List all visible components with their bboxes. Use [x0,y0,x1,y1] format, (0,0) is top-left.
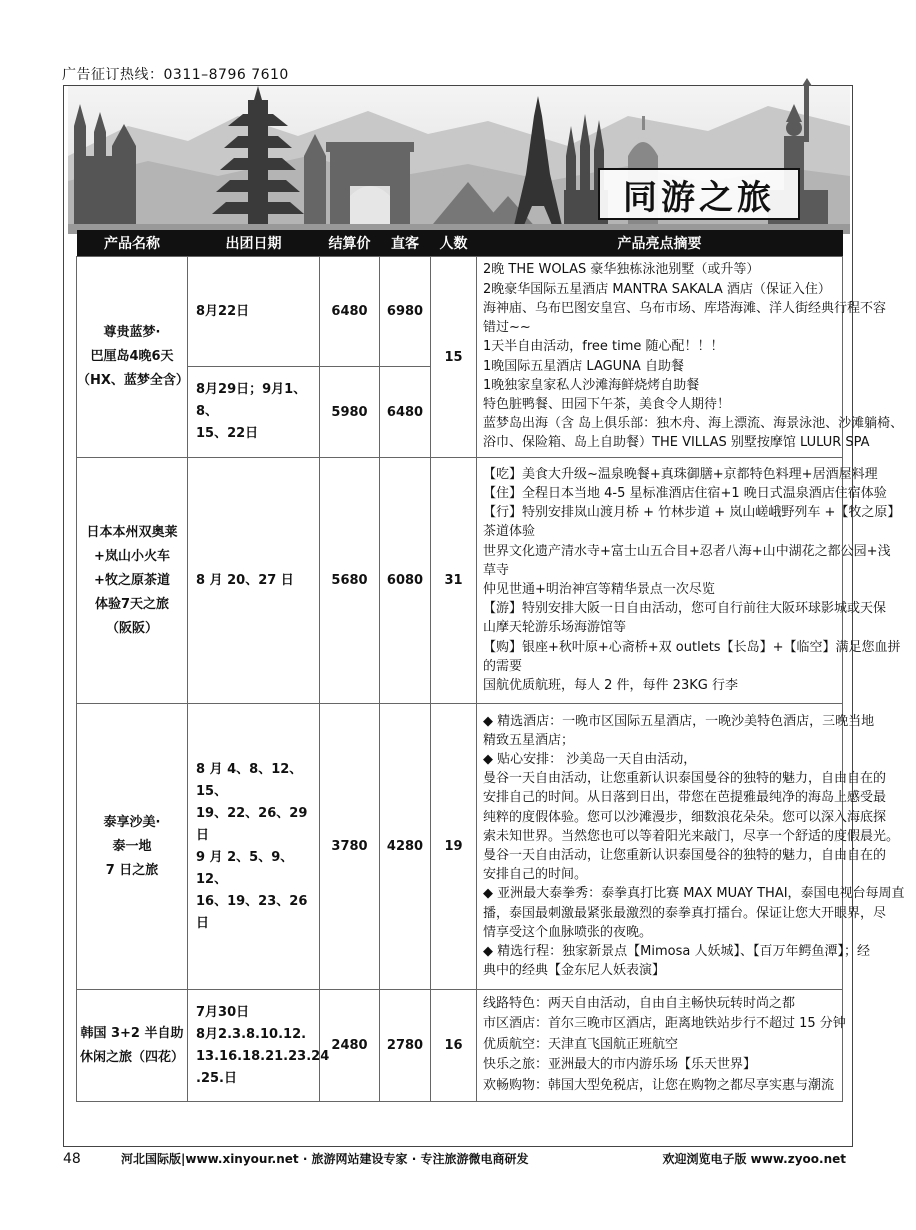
highlight-line: 仲见世通+明治神宫等精华景点一次尽览 [483,582,715,597]
highlight-line: 蓝梦岛出海（含 岛上俱乐部：独木舟、海上漂流、海景泳池、沙滩躺椅、 [483,416,904,432]
table-header-row [77,230,843,257]
departure-date [188,990,330,1102]
header-product-name: 产品名称 [77,230,188,257]
product-name-line: 泰一地 [112,838,152,854]
settle-price: 3780 [320,704,380,990]
table-row [77,704,843,990]
highlight-line: 典中的经典【金东尼人妖表演】 [483,963,666,979]
date-line: 8月22日 [196,303,250,319]
highlight-line: 【购】银座+秋叶原+心斋桥+双 outlets【长岛】+【临空】满足您血拼 [483,639,901,655]
highlight-line: 海神庙、乌布巴图安皇宫、乌布市场、库塔海滩、洋人街经典行程不容 [483,300,887,316]
date-line: 8 月 4、8、12、15、 [196,761,303,799]
highlight-line: 【行】特别安排岚山渡月桥 + 竹林步道 + 岚山嵯峨野列车 +【牧之原】 [483,505,901,521]
highlight-line: 2晚 THE WOLAS 豪华独栋泳池别墅（或升等） [483,262,760,278]
highlight-line: 特色脏鸭餐、田园下午茶，美食令人期待！ [483,396,731,412]
footer-left [63,1150,528,1167]
highlight-line: 曼谷一天自由活动，让您重新认识泰国曼谷的独特的魅力，自由自在的 [483,848,887,863]
highlight-line: 情享受这个血脉喷张的夜晚。 [483,924,653,940]
page-number: 48 [63,1151,81,1167]
table-row [77,257,843,367]
highlight-line: 欢畅购物：韩国大型免税店，让您在购物之都尽享实惠与潮流 [483,1077,835,1093]
product-name-line: +牧之原茶道 [94,572,170,588]
retail-price: 2780 [380,990,431,1102]
highlight-line: 市区酒店：首尔三晚市区酒店，距离地铁站步行不超过 15 分钟 [483,1016,846,1032]
highlight-line: 错过~~ [483,320,531,336]
table-row [77,990,843,1102]
product-table [76,230,905,1102]
highlight-line: ◆ 贴心安排： 沙美岛一天自由活动， [483,751,697,767]
departure-date [188,367,320,458]
pax-count: 16 [431,990,477,1102]
pax-count: 19 [431,704,477,990]
footer-right: 欢迎浏览电子版 www.zyoo.net [662,1152,846,1166]
highlight-line: 曼谷一天自由活动，让您重新认识泰国曼谷的独特的魅力，自由自在的 [483,771,887,787]
highlight-line: 安排自己的时间。从日落到日出，带您在芭提雅最纯净的海岛上感受最 [483,790,887,806]
date-line: 7月30日 [196,1004,250,1020]
date-line: 8月2.3.8.10.12. [196,1026,307,1042]
header-retail-price: 直客 [380,230,431,257]
product-name [77,990,188,1102]
highlight-line: 1晚国际五星酒店 LAGUNA 自助餐 [483,358,684,374]
date-line: 8 月 20、27 日 [196,572,294,588]
highlight-line: 草寺 [483,562,510,578]
highlight-line: 播，泰国最刺激最紧张最激烈的泰拳真打擂台。保证让您大开眼界，尽 [483,905,887,921]
product-name-line: 体验7天之旅 [94,596,170,612]
header-settle-price: 结算价 [320,230,380,257]
banner-title: 同游之旅 [598,168,800,220]
highlight-line: ◆ 精选酒店：一晚市区国际五星酒店，一晚沙美特色酒店，三晚当地 [483,713,875,729]
highlight-line: 1天半自由活动，free time 随心配！！！ [483,339,724,355]
highlight-line: 茶道体验 [483,524,536,540]
date-line: 13.16.18.21.23.24 [196,1048,330,1064]
highlight-line: 国航优质航班，每人 2 件，每件 23KG 行李 [483,678,738,694]
ad-hotline: 广告征订热线：0311–8796 7610 [62,67,289,83]
highlight-line: 浴巾、保险箱、岛上自助餐）THE VILLAS 别墅按摩馆 LULUR SPA [483,435,870,451]
highlights [477,257,904,458]
settle-price: 5980 [320,367,380,458]
highlight-line: 【住】全程日本当地 4-5 星标准酒店住宿+1 晚日式温泉酒店住宿体验 [483,485,887,501]
highlight-line: 山摩天轮游乐场海游馆等 [483,620,627,636]
product-name [77,704,188,990]
product-name-line: （阪阪） [105,620,158,636]
date-line: 19、22、26、29 日 [196,805,308,843]
date-line: 16、19、23、26 日 [196,893,308,931]
product-name-line: 尊贵蓝梦· [103,325,161,340]
product-name-line: 7 日之旅 [105,862,159,878]
highlight-line: 精致五星酒店； [483,732,575,748]
highlight-line: 纯粹的度假体验。您可以沙滩漫步，细数浪花朵朵。您可以深入海底探 [483,809,887,825]
departure-date [188,458,320,704]
date-line: .25.日 [196,1070,237,1086]
highlight-line: 线路特色：两天自由活动，自由自主畅快玩转时尚之都 [483,995,796,1011]
pax-count: 15 [431,257,477,458]
product-name-line: （HX、蓝梦全含） [77,373,189,388]
product-name-line: 韩国 3+2 半自助 [80,1025,184,1041]
product-name-line: 日本本州双奥莱 [86,524,178,540]
product-name-line: 泰享沙美· [103,814,161,830]
footer-site-text: 河北国际版|www.xinyour.net · 旅游网站建设专家 · 专注旅游微电商研发 [121,1152,529,1166]
header-pax: 人数 [431,230,477,257]
highlight-line: 世界文化遗产清水寺+富士山五合目+忍者八海+山中湖花之都公园+浅 [483,543,891,559]
retail-price: 6480 [380,367,431,458]
highlight-line: ◆ 精选行程：独家新景点【Mimosa 人妖城】、【百万年鳄鱼潭】；经 [483,944,870,960]
table-row [77,458,843,704]
highlight-line: 快乐之旅：亚洲最大的市内游乐场【乐天世界】 [483,1057,757,1073]
highlight-line: 优质航空：天津直飞国航正班航空 [483,1036,679,1052]
retail-price: 6980 [380,257,431,367]
product-name-line: 休闲之旅（四花） [79,1049,184,1065]
highlight-line: 【吃】美食大升级~温泉晚餐+真珠御膳+京都特色料理+居酒屋料理 [483,466,878,482]
highlights [477,458,901,704]
highlight-line: 2晚豪华国际五星酒店 MANTRA SAKALA 酒店（保证入住） [483,281,831,297]
departure-date [188,257,320,367]
product-name-line: 巴厘岛4晚6天 [90,349,174,364]
settle-price: 6480 [320,257,380,367]
date-line: 8月29日；9月1、8、 [196,382,307,419]
retail-price: 6080 [380,458,431,704]
highlights [477,990,846,1102]
highlight-line: 安排自己的时间。 [483,867,588,883]
highlight-line: 索未知世界。当然您也可以等着阳光来敲门，尽享一个舒适的度假晨光。 [483,828,900,844]
product-name [77,257,188,458]
settle-price: 5680 [320,458,380,704]
highlight-line: 的需要 [483,658,523,674]
highlight-line: 【游】特别安排大阪一日自由活动，您可自行前往大阪环球影城或天保 [483,601,887,617]
pax-count: 31 [431,458,477,704]
highlight-line: ◆ 亚洲最大泰拳秀：泰拳真打比赛 MAX MUAY THAI，泰国电视台每周直 [483,886,905,902]
date-line: 9 月 2、5、9、12、 [196,849,294,887]
highlights [477,704,905,990]
date-line: 15、22日 [196,426,259,441]
product-name-line: +岚山小火车 [94,548,170,564]
header-highlights: 产品亮点摘要 [477,230,843,257]
retail-price: 4280 [380,704,431,990]
departure-date [188,704,320,990]
header-departure-date: 出团日期 [188,230,320,257]
product-name [77,458,188,704]
settle-price: 2480 [320,990,380,1102]
highlight-line: 1晚独家皇家私人沙滩海鲜烧烤自助餐 [483,377,700,393]
